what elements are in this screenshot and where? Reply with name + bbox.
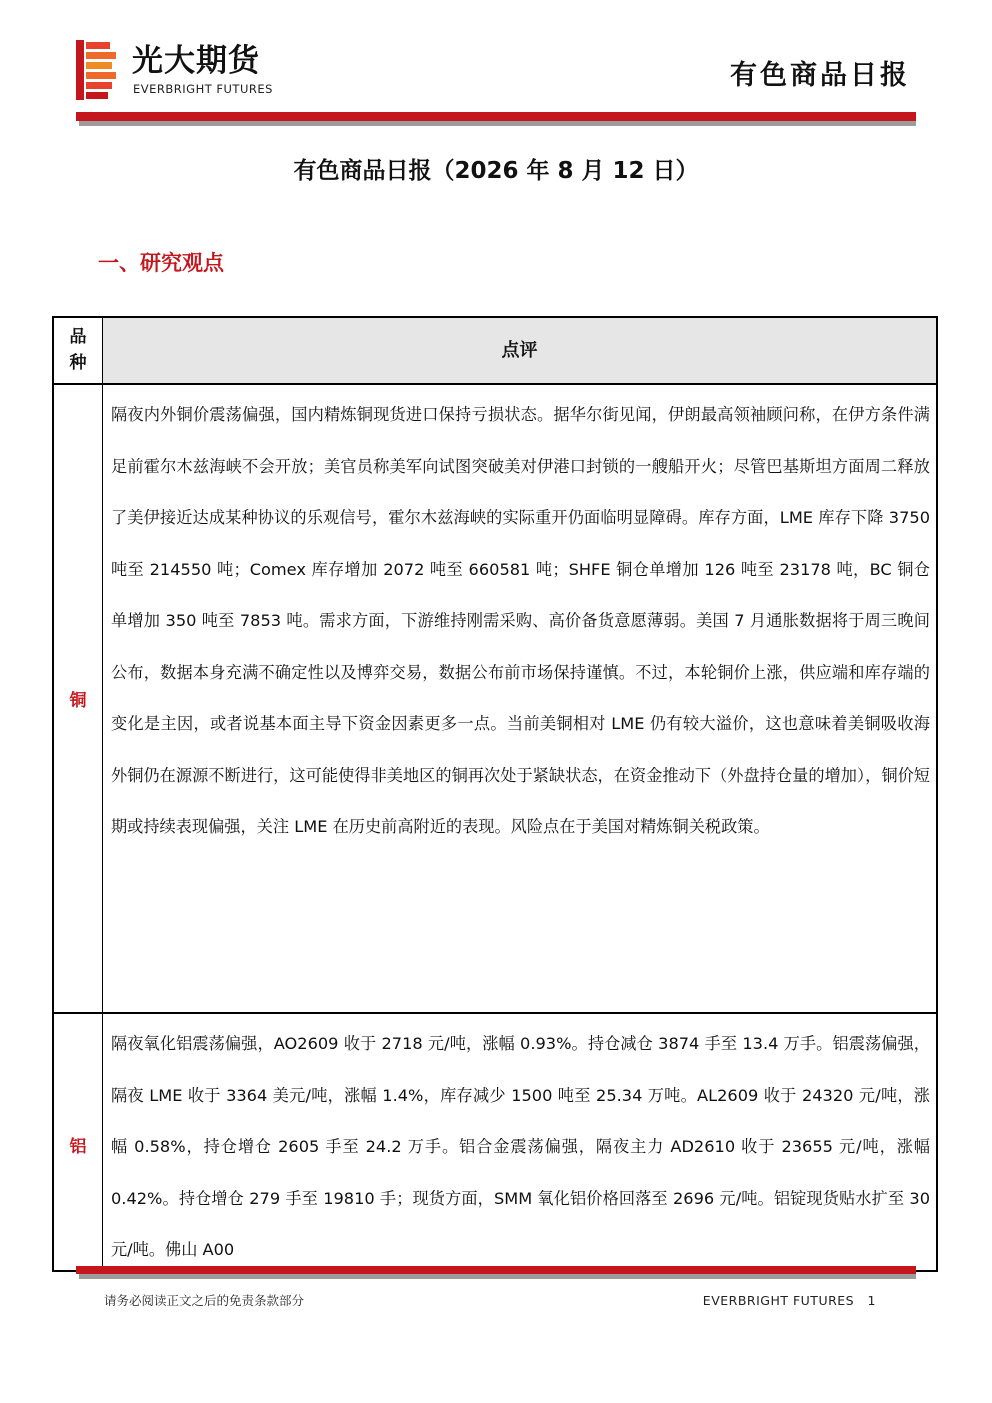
page-number: 1 [867,1293,876,1308]
table-row-copper [54,385,936,1014]
logo-english-name: EVERBRIGHT FUTURES [133,82,273,96]
document-title: 有色商品日报（2026 年 8 月 12 日） [293,158,699,184]
everbright-logo-icon [76,40,120,100]
category-aluminum: 铝 [69,1136,87,1157]
footer-brand-page [703,1292,876,1310]
section-title: 一、研究观点 [98,251,224,275]
commentary-table [52,316,938,1272]
table-row-aluminum [54,1014,936,1272]
header-report-name: 有色商品日报 [730,60,910,91]
footer-divider [76,1266,916,1280]
footer-brand: EVERBRIGHT FUTURES [702,1293,855,1308]
logo-chinese-name: 光大期货 [132,43,260,79]
footer-disclaimer: 请务必阅读正文之后的免责条款部分 [104,1293,305,1308]
commentary-copper: 隔夜内外铜价震荡偏强，国内精炼铜现货进口保持亏损状态。据华尔街见闻，伊朗最高领袖顾问称，在伊方条件满足前霍尔木兹海峡不会开放；美官员称美军向试图突破美对伊港口封锁的一艘船开火；尽管巴基斯坦方面周二释放了美伊接近达成某种协议的乐观信号，霍尔木兹海峡的实际重开仍面临明显障碍。库存方面，LME 库存下降 3750 吨至 214550 吨；Comex 库存增加 2072 吨至 660581 吨；SHFE 铜仓单增加 126 吨至 23178 吨，BC 铜仓单增加 350 吨至 7853 吨。需求方面，下游维持刚需采购、高价备货意愿薄弱。美国 7 月通胀数据将于周三晚间公布，数据本身充满不确定性以及博弈交易，数据公布前市场保持谨慎。不过，本轮铜价上涨，供应端和库存端的变化是主因，或者说基本面主导下资金因素更多一点。当前美铜相对 LME 仍有较大溢价，这也意味着美铜吸收海外铜仍在源源不断进行，这可能使得非美地区的铜再次处于紧缺状态，在资金推动下（外盘持仓量的增加），铜价短期或持续表现偏强，关注 LME 在历史前高附近的表现。风险点在于美国对精炼铜关税政策。 [111,405,930,836]
category-copper: 铜 [69,691,87,711]
header-divider [76,112,916,126]
table-header-row [54,318,936,385]
commentary-aluminum: 隔夜氧化铝震荡偏强，AO2609 收于 2718 元/吨，涨幅 0.93%。持仓减仓 3874 手至 13.4 万手。铝震荡偏强，隔夜 LME 收于 3364 美元/吨，涨幅 1.4%，库存减少 1500 吨至 25.34 万吨。AL2609 收于 24320 元/吨，涨幅 0.58%，持仓增仓 2605 手至 24.2 万手。铝合金震荡偏强，隔夜主力 AD2610 收于 23655 元/吨，涨幅 0.42%。持仓增仓 279 手至 19810 手；现货方面，SMM 氧化铝价格回落至 2696 元/吨。铝锭现货贴水扩至 30 元/吨。佛山 A00 [111,1034,930,1259]
header-category: 品 种 [69,327,87,373]
header-commentary: 点评 [103,318,936,383]
company-logo [76,40,336,102]
